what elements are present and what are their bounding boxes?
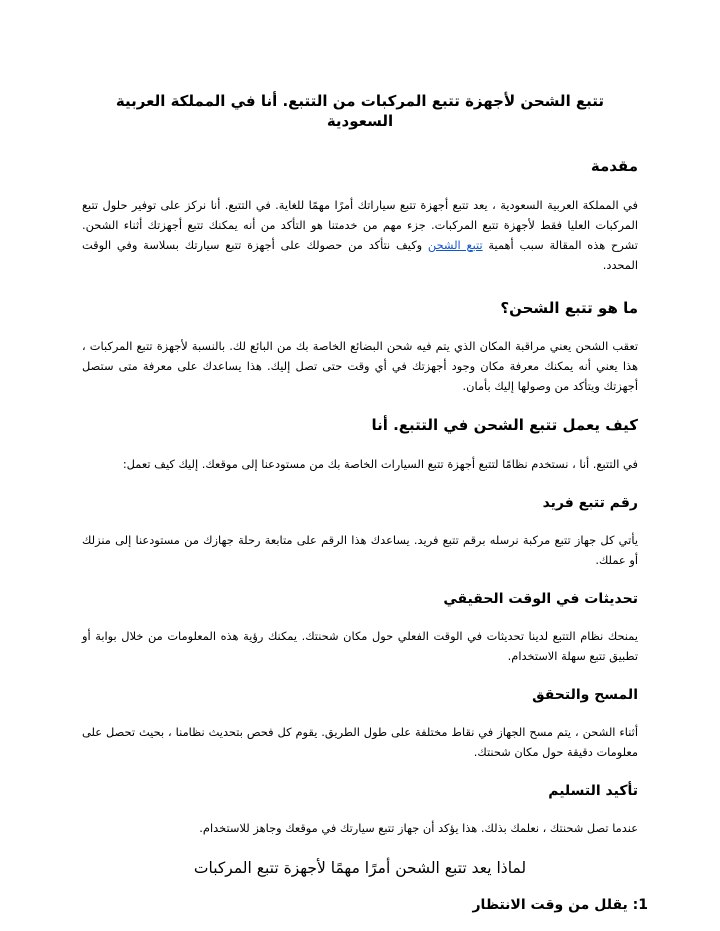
how-tracking-works-heading: كيف يعمل تتبع الشحن في التتبع. أنا [371,416,638,434]
why-important-heading: لماذا يعد تتبع الشحن أمرًا مهمًا لأجهزة تتبع المركبات [193,859,527,878]
scan-verify-paragraph: أثناء الشحن ، يتم مسح الجهاز في نقاط مختلفة على طول الطريق. يقوم كل فحص بتحديث نظامنا ، بحيث تحصل على معلومات دقيقة حول مكان شحنتك. [82,725,638,760]
delivery-confirmation-heading: تأكيد التسليم [548,783,638,800]
what-is-tracking-heading: ما هو تتبع الشحن؟ [500,298,638,317]
unique-number-paragraph: يأتي كل جهاز تتبع مركبة نرسله برقم تتبع فريد. يساعدك هذا الرقم على متابعة رحلة جهازك من مستودعنا إلى منزلك أو عملك. [82,532,638,567]
intro-heading: مقدمة [590,157,638,175]
realtime-updates-paragraph: يمنحك نظام التتبع لدينا تحديثات في الوقت الفعلي حول مكان شحنتك. يمكنك رؤية هذه المعلومات من خلال بوابة أو تطبيق تتبع سهلة الاستخدام. [82,628,638,663]
document-page [82,92,648,915]
document-title: تتبع الشحن لأجهزة تتبع المركبات من التتبع. أنا في المملكة العربية السعودية [115,92,605,130]
intro-paragraph [82,195,638,275]
shipment-tracking-link[interactable]: تتبع الشحن [427,237,483,252]
what-is-tracking-paragraph: تعقب الشحن يعني مراقبة المكان الذي يتم فيه شحن البضائع الخاصة بك من البائع لك. بالنسبة لأجهزة تتبع المركبات ، هذا يعني أنه يمكنك معرفة مكان وجود أجهزتك في أي وقت حتى تصل إليك. هذا يساعدك على معرفة متى ستصل أجهزتك ويتأكد من وصولها إليك بأمان. [82,339,638,393]
realtime-updates-heading: تحديثات في الوقت الحقيقي [443,590,638,607]
intro-text-before-link: في المملكة العربية السعودية ، يعد تتبع أجهزة تتبع سياراتك أمرًا مهمًا للغاية. في التتبع. أنا نركز على توفير حلول تتبع المركبات العليا فقط لأجهزة تتبع المركبات. جزء مهم من خدمتنا هو التأكد من أنه يمكنك تتبع أجهزتك أثناء الشحن. تشرح هذه المقالة سبب أهمية [82,197,638,252]
how-tracking-works-paragraph: في التتبع. أنا ، نستخدم نظامًا لتتبع أجهزة تتبع السيارات الخاصة بك من مستودعنا إلى موقعك. إليك كيف تعمل: [122,456,638,471]
unique-number-heading: رقم تتبع فريد [542,494,638,511]
intro-text-after-link: وكيف نتأكد من حصولك على أجهزة تتبع سيارتك بسلاسة وفي الوقت المحدد. [82,237,638,272]
scan-verify-heading: المسح والتحقق [532,686,638,703]
point-1-heading: 1: يقلل من وقت الانتظار [472,897,648,914]
delivery-confirmation-paragraph: عندما تصل شحنتك ، نعلمك بذلك. هذا يؤكد أن جهاز تتبع سيارتك في موقعك وجاهز للاستخدام. [199,821,638,836]
